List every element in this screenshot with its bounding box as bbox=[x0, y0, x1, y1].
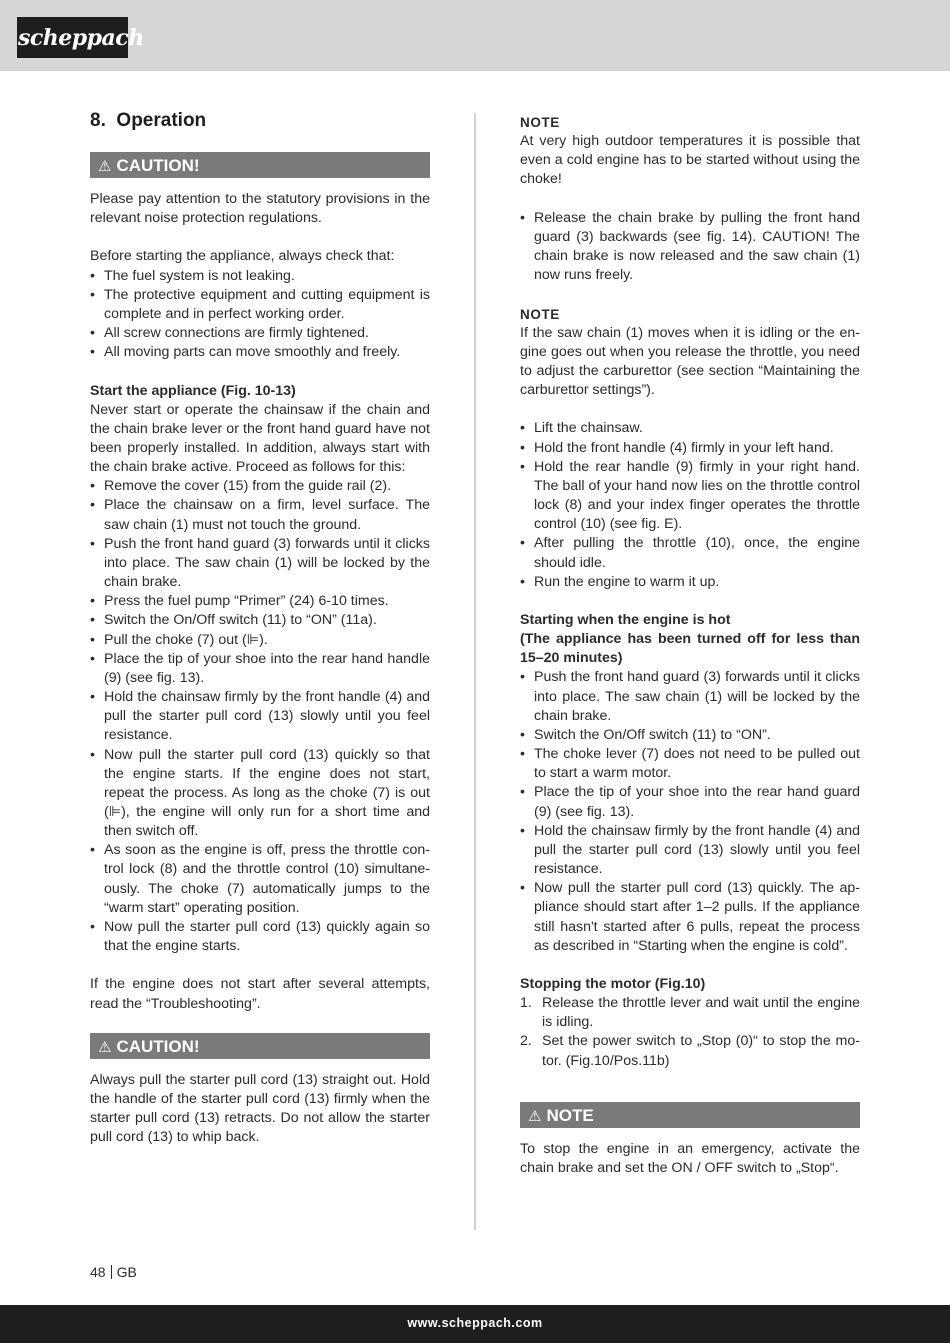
list-item: • Hold the front handle (4) firmly in your left hand. bbox=[520, 439, 860, 458]
pullcord-paragraph: Always pull the starter pull cord (13) straight out. Hold the handle of the starter pull cord (13) firmly when the starter pull cord (13) retracts. Do not allow the starter pull cord (13) to whip back. bbox=[90, 1071, 430, 1146]
warning-icon: ⚠ bbox=[528, 1107, 542, 1125]
list-item: • Run the engine to warm it up. bbox=[520, 573, 860, 592]
troubleshoot-paragraph: If the engine does not start after several attempts, read the “Troubleshooting”. bbox=[90, 976, 430, 1012]
page-number bbox=[90, 1264, 137, 1280]
emergency-paragraph: To stop the engine in an emergency, activate the chain brake and set the ON / OFF switch to „Stop“. bbox=[520, 1140, 860, 1177]
hot-start-subheading: (The appliance has been turned off for less than 15–20 minutes) bbox=[520, 631, 860, 667]
caution-banner bbox=[90, 152, 430, 178]
list-item: • Hold the chainsaw firmly by the front handle (4) and pull the starter pull cord (13) slowly until you feel resistance. bbox=[90, 688, 430, 745]
list-item: • All screw connections are firmly tightened. bbox=[90, 324, 430, 343]
note-banner-label: NOTE bbox=[546, 1105, 594, 1125]
list-item: • Lift the chainsaw. bbox=[520, 419, 860, 438]
list-item: • Switch the On/Off switch (11) to “ON”. bbox=[520, 726, 860, 745]
list-item: • All moving parts can move smoothly and freely. bbox=[90, 343, 430, 362]
column-divider bbox=[474, 113, 476, 1230]
warning-icon: ⚠ bbox=[98, 1038, 112, 1056]
left-column bbox=[90, 108, 430, 1147]
release-list bbox=[520, 209, 860, 286]
list-item: • Hold the chainsaw firmly by the front handle (4) and pull the starter pull cord (13) slowly until you feel resistance. bbox=[520, 822, 860, 879]
list-item: • Press the fuel pump “Primer” (24) 6-10 times. bbox=[90, 592, 430, 611]
list-item: • The choke lever (7) does not need to be pulled out to start a warm motor. bbox=[520, 745, 860, 783]
step-text: Set the power switch to „Stop (0)“ to stop the motor. (Fig.10/Pos.11b) bbox=[542, 1033, 860, 1069]
note-paragraph: If the saw chain (1) moves when it is idling or the engine goes out when you release the throttle, you need to adjust the carburettor (see section “Maintaining the carburettor settings”). bbox=[520, 324, 860, 399]
right-column bbox=[520, 113, 860, 1178]
note-label: NOTE bbox=[520, 306, 560, 322]
caution-banner bbox=[90, 1033, 430, 1059]
section-title bbox=[90, 108, 430, 134]
hot-start-heading: Starting when the engine is hot bbox=[520, 612, 731, 628]
caution-label: CAUTION! bbox=[116, 1036, 200, 1056]
page-number-value: 48 bbox=[90, 1264, 106, 1280]
section-title-text: Operation bbox=[116, 110, 207, 131]
list-item: • Remove the cover (15) from the guide rail (2). bbox=[90, 477, 430, 496]
stop-heading: Stopping the motor (Fig.10) bbox=[520, 975, 706, 992]
noise-paragraph: Please pay attention to the statutory provisions in the relevant noise protection regulations. bbox=[90, 191, 430, 227]
list-item: • Now pull the starter pull cord (13) quickly so that the engine starts. If the engine does not start, repeat the process. As long as the choke (7) is out (⊫), the engine will only run for a short time and then switch off. bbox=[90, 746, 430, 842]
list-item: • Push the front hand guard (3) forwards until it clicks into place. The saw chain (1) will be locked by the chain brake. bbox=[520, 668, 860, 725]
header-bar bbox=[0, 0, 950, 71]
list-item: • Now pull the starter pull cord (13) quickly again so that the engine starts. bbox=[90, 918, 430, 956]
start-list bbox=[90, 477, 430, 956]
scheppach-logo: scheppach bbox=[17, 17, 128, 58]
website-link[interactable]: www.scheppach.com bbox=[407, 1316, 543, 1330]
step-text: Release the throttle lever and wait until the engine is idling. bbox=[542, 995, 860, 1031]
list-item bbox=[520, 994, 860, 1032]
start-heading: Start the appliance (Fig. 10-13) bbox=[90, 382, 296, 399]
check-list bbox=[90, 267, 430, 363]
list-item: • Now pull the starter pull cord (13) quickly. The appliance should start after 1–2 pulls. If the appliance still hasn't started after 6 pulls, repeat the process as described in “Starting when the engine is cold”. bbox=[520, 879, 860, 956]
stop-steps bbox=[520, 994, 860, 1071]
hot-start-list bbox=[520, 668, 860, 955]
list-item: • The protective equipment and cutting equipment is complete and in perfect working order. bbox=[90, 286, 430, 324]
list-item: • Place the tip of your shoe into the rear hand guard (9) (see fig. 13). bbox=[520, 783, 860, 821]
step-number: 1. bbox=[520, 995, 532, 1012]
check-intro: Before starting the appliance, always check that: bbox=[90, 248, 395, 265]
lift-list bbox=[520, 419, 860, 591]
list-item: • Place the chainsaw on a firm, level surface. The saw chain (1) must not touch the ground. bbox=[90, 496, 430, 534]
caution-label: CAUTION! bbox=[116, 156, 200, 175]
list-item: • Release the chain brake by pulling the front hand guard (3) backwards (see fig. 14). CAUTION! The chain brake is now released and the saw chain (1) now runs freely. bbox=[520, 209, 860, 286]
list-item bbox=[520, 1032, 860, 1070]
list-item: • The fuel system is not leaking. bbox=[90, 267, 430, 286]
language-code: GB bbox=[116, 1264, 137, 1280]
footer-bar bbox=[0, 1305, 950, 1343]
page-separator bbox=[111, 1265, 112, 1279]
list-item: • Pull the choke (7) out (⊫). bbox=[90, 631, 430, 650]
warning-icon: ⚠ bbox=[98, 158, 112, 175]
note-label: NOTE bbox=[520, 115, 560, 130]
list-item: • Push the front hand guard (3) forwards until it clicks into place. The saw chain (1) will be locked by the chain brake. bbox=[90, 535, 430, 592]
list-item: • After pulling the throttle (10), once, the engine should idle. bbox=[520, 534, 860, 572]
step-number: 2. bbox=[520, 1033, 532, 1050]
list-item: • Hold the rear handle (9) firmly in your right hand. The ball of your hand now lies on the throttle control lock (8) and your index finger operates the throttle control (10) (see fig. E). bbox=[520, 458, 860, 535]
note-banner bbox=[520, 1102, 860, 1128]
start-paragraph: Never start or operate the chainsaw if the chain and the chain brake lever or the front hand guard have not been properly installed. In addition, always start with the chain brake active. Proceed as follows for this: bbox=[90, 401, 430, 476]
note-paragraph: At very high outdoor temperatures it is possible that even a cold engine has to be started without using the choke! bbox=[520, 133, 860, 188]
list-item: • Place the tip of your shoe into the rear hand handle (9) (see fig. 13). bbox=[90, 650, 430, 688]
section-number: 8. bbox=[90, 110, 106, 131]
list-item: • Switch the On/Off switch (11) to “ON” (11a). bbox=[90, 611, 430, 630]
list-item: • As soon as the engine is off, press the throttle control lock (8) and the throttle control (10) simultaneously. The choke (7) automatically jumps to the “warm start” operating position. bbox=[90, 841, 430, 918]
